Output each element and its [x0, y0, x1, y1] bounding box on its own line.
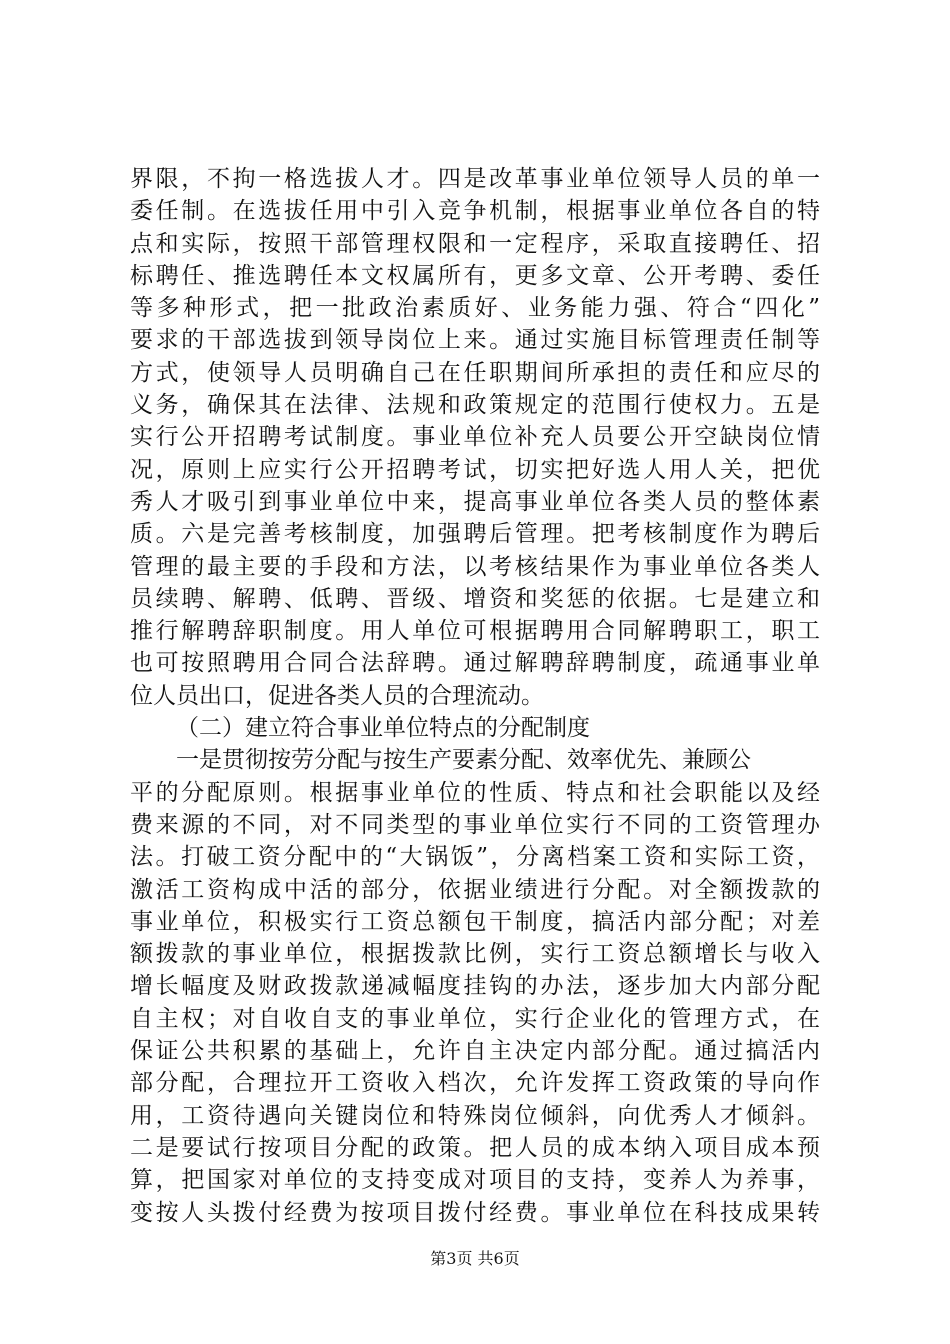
text-line: 员续聘、解聘、低聘、晋级、增资和奖惩的依据。七是建立和: [130, 585, 820, 612]
text-line: 一是贯彻按劳分配与按生产要素分配、效率优先、兼顾公: [176, 747, 751, 774]
text-line: 也可按照聘用合同合法辞聘。通过解聘辞聘制度，疏通事业单: [130, 650, 820, 677]
text-line: 平的分配原则。根据事业单位的性质、特点和社会职能以及经: [130, 779, 820, 806]
text-line: 管理的最主要的手段和方法，以考核结果作为事业单位各类人: [130, 553, 820, 580]
text-line: 变按人头拨付经费为按项目拨付经费。事业单位在科技成果转: [130, 1199, 820, 1226]
text-line: 义务，确保其在法律、法规和政策规定的范围行使权力。五是: [130, 392, 820, 419]
text-line: 秀人才吸引到事业单位中来，提高事业单位各类人员的整体素: [130, 488, 820, 515]
section-heading: （二）建立符合事业单位特点的分配制度: [176, 715, 590, 742]
text-line: 标聘任、推选聘任本文权属所有，更多文章、公开考聘、委任: [130, 262, 820, 289]
document-body: [130, 163, 820, 1229]
text-line: 法。打破工资分配中的“大锅饭”，分离档案工资和实际工资，: [130, 844, 820, 871]
text-line: 保证公共积累的基础上，允许自主决定内部分配。通过搞活内: [130, 1038, 820, 1065]
text-line: 事业单位，积极实行工资总额包干制度，搞活内部分配；对差: [130, 908, 820, 935]
text-line: 方式，使领导人员明确自己在任职期间所承担的责任和应尽的: [130, 359, 820, 386]
text-line: 实行公开招聘考试制度。事业单位补充人员要公开空缺岗位情: [130, 424, 820, 451]
text-line: 算，把国家对单位的支持变成对项目的支持，变养人为养事，: [130, 1167, 820, 1194]
text-line: 况，原则上应实行公开招聘考试，切实把好选人用人关，把优: [130, 456, 820, 483]
text-line: 位人员出口，促进各类人员的合理流动。: [130, 682, 544, 709]
text-line: 自主权；对自收自支的事业单位，实行企业化的管理方式，在: [130, 1005, 820, 1032]
text-line: 界限，不拘一格选拔人才。四是改革事业单位领导人员的单一: [130, 166, 820, 192]
page-number: 第3页 共6页: [430, 1249, 520, 1268]
text-line: 增长幅度及财政拨款递减幅度挂钩的办法，逐步加大内部分配: [130, 973, 820, 1000]
text-line: 质。六是完善考核制度，加强聘后管理。把考核制度作为聘后: [130, 521, 820, 548]
text-line: 二是要试行按项目分配的政策。把人员的成本纳入项目成本预: [130, 1134, 820, 1161]
text-line: 要求的干部选拔到领导岗位上来。通过实施目标管理责任制等: [130, 327, 820, 354]
text-line: 费来源的不同，对不同类型的事业单位实行不同的工资管理办: [130, 811, 820, 838]
text-line: 推行解聘辞职制度。用人单位可根据聘用合同解聘职工，职工: [130, 618, 820, 645]
text-line: 部分配，合理拉开工资收入档次，允许发挥工资政策的导向作: [130, 1070, 820, 1097]
text-line: 激活工资构成中活的部分，依据业绩进行分配。对全额拨款的: [130, 876, 820, 903]
text-line: 用，工资待遇向关键岗位和特殊岗位倾斜，向优秀人才倾斜。: [130, 1102, 820, 1129]
text-line: 点和实际，按照干部管理权限和一定程序，采取直接聘任、招: [130, 230, 820, 257]
text-line: 等多种形式，把一批政治素质好、业务能力强、符合“四化”: [130, 295, 820, 322]
page-footer: [0, 1248, 950, 1270]
text-line: 额拨款的事业单位，根据拨款比例，实行工资总额增长与收入: [130, 941, 820, 968]
text-line: 委任制。在选拔任用中引入竞争机制，根据事业单位各自的特: [130, 198, 820, 225]
